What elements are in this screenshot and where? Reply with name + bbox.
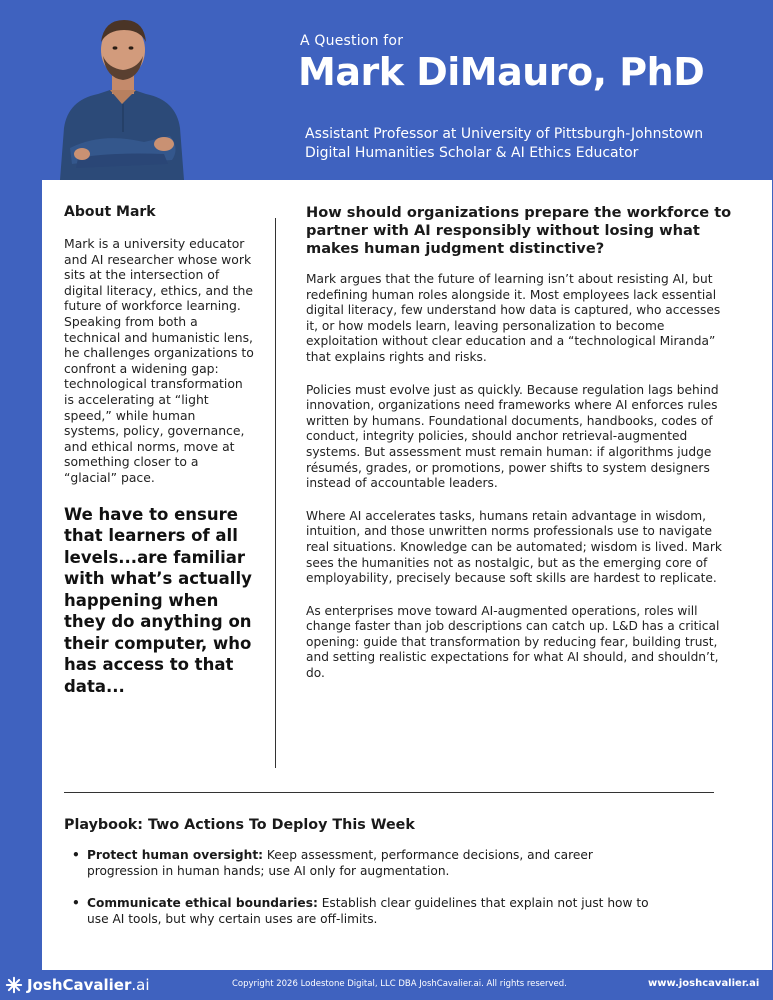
- logo-suffix: .ai: [131, 976, 150, 994]
- subtitle-line: Assistant Professor at University of Pittsburgh-Johnstown: [305, 126, 704, 142]
- speaker-name: Mark DiMauro, PhD: [298, 50, 705, 94]
- about-body: Mark is a university educator and AI researcher whose work sits at the intersection of digital literacy, ethics, and the future of workforce learning. Speaking from both a technical and humanistic lens, he challenges organizations to confront a widening gap: technological transformation is accelerating at “light speed,” while human systems, policy, governance, and ethical norms, move at something closer to a “glacial” pace.: [64, 236, 254, 485]
- playbook-title: Playbook: Two Actions To Deploy This Week: [64, 817, 415, 833]
- playbook-item-lead: Communicate ethical boundaries:: [87, 896, 318, 911]
- speaker-subtitle: [305, 125, 703, 163]
- main-column: [306, 204, 736, 699]
- pull-quote: We have to ensure that learners of all levels...are familiar with what’s actually happening when they do anything on their computer, who has access to that data...: [64, 504, 252, 696]
- portrait-photo: [52, 8, 192, 180]
- brand-logo[interactable]: [5, 976, 150, 994]
- copyright-text: Copyright 2026 Lodestone Digital, LLC DBA JoshCavalier.ai. All rights reserved.: [232, 979, 567, 989]
- starburst-logo-icon: [5, 976, 23, 994]
- playbook-item-text: [87, 896, 667, 927]
- column-divider: [275, 218, 276, 768]
- body-paragraph: Mark argues that the future of learning isn’t about resisting AI, but redefining human roles alongside it. Most employees lack essential digital literacy, few understand how data is captured, who accesses it, or how models learn, leaving personalization to become exploitation without clear education and a “technological Miranda” that explains rights and risks.: [306, 272, 721, 364]
- logo-text: [27, 976, 150, 994]
- playbook-item: [64, 848, 724, 879]
- logo-name: JoshCavalier: [27, 976, 132, 994]
- playbook-section: [64, 817, 724, 944]
- bullet-icon: •: [72, 848, 80, 862]
- playbook-item: [64, 896, 724, 927]
- about-title: About Mark: [64, 204, 156, 220]
- content-card: [42, 180, 772, 970]
- question-heading: How should organizations prepare the workforce to partner with AI responsibly without losing what makes human judgment distinctive?: [306, 204, 732, 257]
- about-column: [64, 204, 254, 697]
- header-eyebrow: A Question for: [300, 33, 404, 49]
- header: [0, 0, 773, 180]
- subtitle-line: Digital Humanities Scholar & AI Ethics Educator: [305, 145, 639, 161]
- playbook-item-text: [87, 848, 667, 879]
- section-divider: [64, 792, 714, 793]
- website-link[interactable]: www.joshcavalier.ai: [648, 978, 760, 989]
- body-paragraph: Where AI accelerates tasks, humans retain advantage in wisdom, intuition, and those unwritten norms professionals use to navigate real situations. Knowledge can be automated; wisdom is lived. Mark sees the humanities not as nostalgic, but as the emerging core of employability, precisely because soft skills are hardest to replicate.: [306, 508, 722, 586]
- playbook-item-body: Establish clear guidelines that explain not just how to use AI tools, but why certain uses are off-limits.: [87, 896, 649, 926]
- footer: [0, 970, 773, 1000]
- playbook-item-body: Keep assessment, performance decisions, and career progression in human hands; use AI only for augmentation.: [87, 848, 593, 878]
- playbook-item-lead: Protect human oversight:: [87, 848, 264, 862]
- body-paragraph: As enterprises move toward AI-augmented operations, roles will change faster than job descriptions can catch up. L&D has a critical opening: guide that transformation by reducing fear, building trust, and setting realistic expectations for what AI should, and shouldn’t, do.: [306, 603, 720, 681]
- body-paragraph: Policies must evolve just as quickly. Because regulation lags behind innovation, organizations need frameworks where AI enforces rules written by humans. Foundational documents, handbooks, codes of conduct, integrity policies, should anchor retrieval-augmented systems. But assessment must remain human: if algorithms judge résumés, grades, or promotions, power shifts to system designers instead of accountable leaders.: [306, 382, 719, 491]
- bullet-icon: •: [72, 896, 80, 911]
